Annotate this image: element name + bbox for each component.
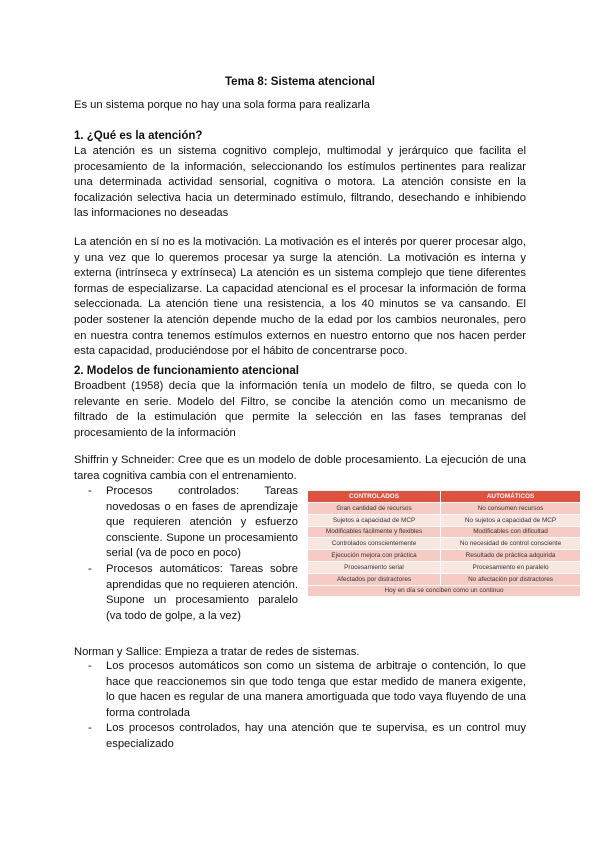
table-row: Procesamiento serial Procesamiento en paralelo [308,562,580,573]
page-title: Tema 8: Sistema atencional [225,76,375,88]
bullet-dash: - [88,660,92,672]
list-item: - Los procesos automáticos son como un sistema de arbitraje o contención, lo que hace que reaccionemos sin que todo tenga que estar medido de manera exigente, lo que hacen es regular de una manera amortiguada que todo vaya fluyendo de una forma controlada [88,659,526,721]
table-row: Sujetos a capacidad de MCP No sujetos a capacidad de MCP [308,515,580,526]
table-footer-row [308,586,580,597]
section1-paragraph-1: La atención es un sistema cognitivo complejo, multimodal y jerárquico que facilita el procesamiento de la información, seleccionando los estímulos pertinentes para realizar una determinada actividad sensorial, cognitiva o motora. La atención consiste en la focalización selectiva hacia un determinado estímulo, filtrando, desechando e inhibiendo las informaciones no deseadas [74,145,526,220]
shiffrin-bullet-list [88,484,298,624]
table-row: Modificables fácilmente y flexibles Modificables con dificultad [308,527,580,538]
section1-paragraph-2: La atención en sí no es la motivación. La motivación es el interés por querer procesar algo, y una vez que lo queremos procesar ya surge la atención. La motivación es interna y externa (intrínseca y extrínseca) La atención es un sistema complejo que tiene diferentes formas de especializarse. La capacidad atencional es el procesar la información de forma seleccionada. La atención tiene una resistencia, a los 40 minutos se va cansando. El poder sostener la atención depende mucho de la edad por los cambios neuronales, pero en nuestra contra tenemos estímulos externos en nuestro entorno que nos hacen perder esta capacidad, produciéndose por el hábito de concentrarse poco. [74,236,526,358]
header-controlados: CONTROLADOS [308,491,440,502]
shiffrin-paragraph: Shiffrin y Schneider: Cree que es un modelo de doble procesamiento. La ejecución de una tarea cognitiva cambia con el entrenamiento. [74,454,526,482]
table-footer: Hoy en día se conciben como un continuo [308,586,580,597]
table-row: Ejecución mejora con práctica Resultado de práctica adquirida [308,550,580,561]
table-row: Gran cantidad de recursos No consumen recursos [308,503,580,514]
norman-paragraph: Norman y Sallice: Empieza a tratar de redes de sistemas. [74,646,360,658]
broadbent-paragraph: Broadbent (1958) decía que la información tenía un modelo de filtro, se queda con lo relevante en serie. Modelo del Filtro, se concibe la atención como un mecanismo de filtrado de la estimulación que permite la selección en las fases tempranas del procesamiento de la información [74,380,526,439]
section2-heading: 2. Modelos de funcionamiento atencional [74,365,299,377]
list-item: - Los procesos controlados, hay una atención que te supervisa, es un control muy especializado [88,721,526,752]
list-item: - Procesos controlados: Tareas novedosas o en fases de aprendizaje que requieren atención y esfuerzo consciente. Supone un procesamiento serial (va de poco en poco) [88,484,298,562]
intro-text: Es un sistema porque no hay una sola forma para realizarla [74,99,371,111]
table-row: Controlados conscientemente No necesidad de control consciente [308,538,580,549]
norman-bullet-list [88,659,526,753]
section1-heading: 1. ¿Qué es la atención? [74,130,203,142]
comparison-table [308,490,580,597]
bullet-dash: - [88,485,92,497]
list-item: - Procesos automáticos: Tareas sobre aprendidas que no requieren atención. Supone un procesamiento paralelo (va todo de golpe, a la vez) [88,562,298,624]
table-row: Afectados por distractores No afectación por distractores [308,574,580,585]
bullet-dash: - [88,562,92,575]
header-automaticos: AUTOMÁTICOS [440,491,580,502]
bullet-dash: - [88,722,92,735]
table-header-row [308,491,580,502]
